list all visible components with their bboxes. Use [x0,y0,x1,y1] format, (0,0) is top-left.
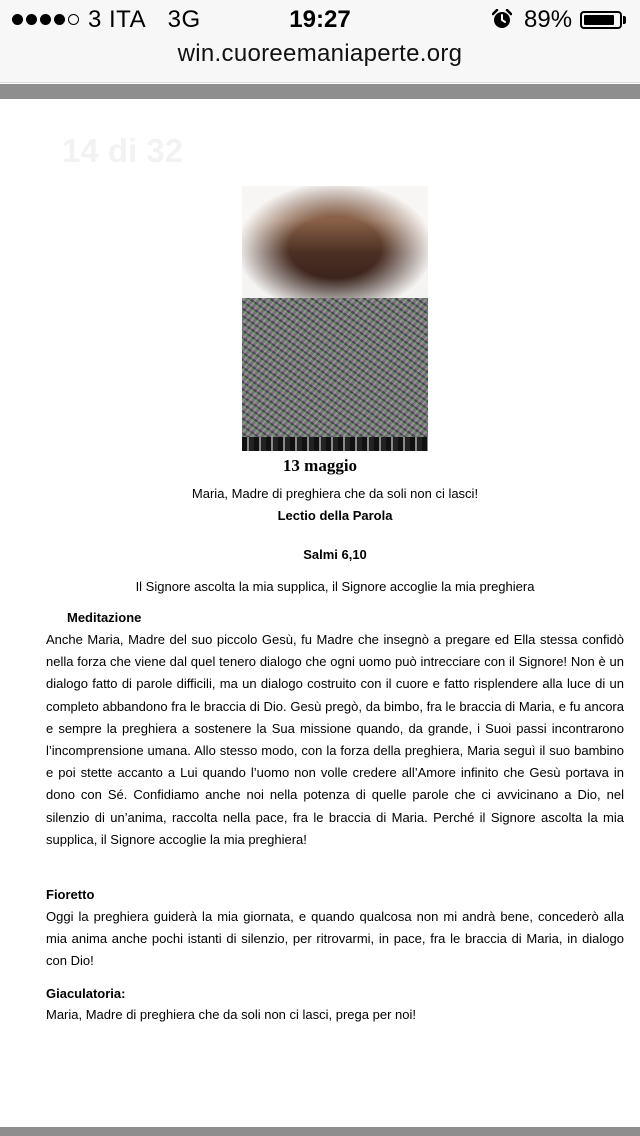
battery-tip [623,16,626,24]
fioretto-text: Oggi la preghiera guiderà la mia giornata, e quando qualcosa non mi andrà bene, concederò alla mia anima anche pochi istanti di silenzio, per ritrovarmi, in pace, fra le braccia di Maria, in dialogo con Dio! [46,909,624,969]
network-type: 3G [167,6,201,33]
top-separator-bar [0,84,640,99]
alarm-clock-icon [492,9,512,29]
lectio-heading: Lectio della Parola [277,508,393,523]
meditazione-text: Anche Maria, Madre del suo piccolo Gesù, fu Madre che insegnò a pregare ed Ella stessa confidò nella forza che viene dal quel tenero dialogo che ogni uomo può intrecciare con il Signore! Non è un dialogo fatto di parole difficili, ma un dialogo costruito con il cuore e fatto risplendere alla luce di un completo abbandono fra le braccia di Dio. Gesù pregò, da bimbo, fra le braccia di Maria, e fu ancora e sempre la preghiera a sostenere la Sua missione quando, da grande, i Suoi passi incontrarono l’incomprensione umana. Allo stesso modo, con la forza della preghiera, Maria seguì il suo bambino e poi stette accanto a Lui quando l’uomo non volle credere all’Amore infinito che Gesù portava in dono con Sé. Confidiamo anche noi nella potenza di quelle parole che ci avvicinano a Dio, nel silenzio di un’anima, raccolta nella pace, fra le braccia di Maria. Perché il Signore ascolta la mia supplica, il Signore accoglie la mia preghiera! [46,632,624,847]
page-counter: 14 di 32 [62,132,184,169]
status-bar [0,0,640,40]
bottom-separator-bar [0,1127,640,1136]
carrier-name: 3 ITA [88,6,147,33]
psalm-verse: Il Signore ascolta la mia supplica, il Signore accoglie la mia preghiera [135,579,535,594]
giaculatoria-heading: Giaculatoria: [46,986,126,1001]
corrupted-image-area [242,298,428,451]
battery-icon [580,11,622,29]
fioretto-heading: Fioretto [46,887,95,902]
address-bar-url[interactable]: win.cuoreemaniaperte.org [177,40,463,67]
browser-chrome [0,0,640,83]
battery-percent: 89% [524,6,573,33]
meditazione-heading: Meditazione [67,610,142,625]
battery-fill [584,15,614,25]
mary-photo [242,186,428,298]
subtitle: Maria, Madre di preghiera che da soli non ci lasci! [191,486,479,501]
clock: 19:27 [289,6,351,33]
date-title: 13 maggio [282,456,358,475]
mary-picture [242,186,428,451]
giaculatoria-text: Maria, Madre di preghiera che da soli non ci lasci, prega per noi! [46,1007,416,1022]
psalm-reference: Salmi 6,10 [303,547,367,562]
